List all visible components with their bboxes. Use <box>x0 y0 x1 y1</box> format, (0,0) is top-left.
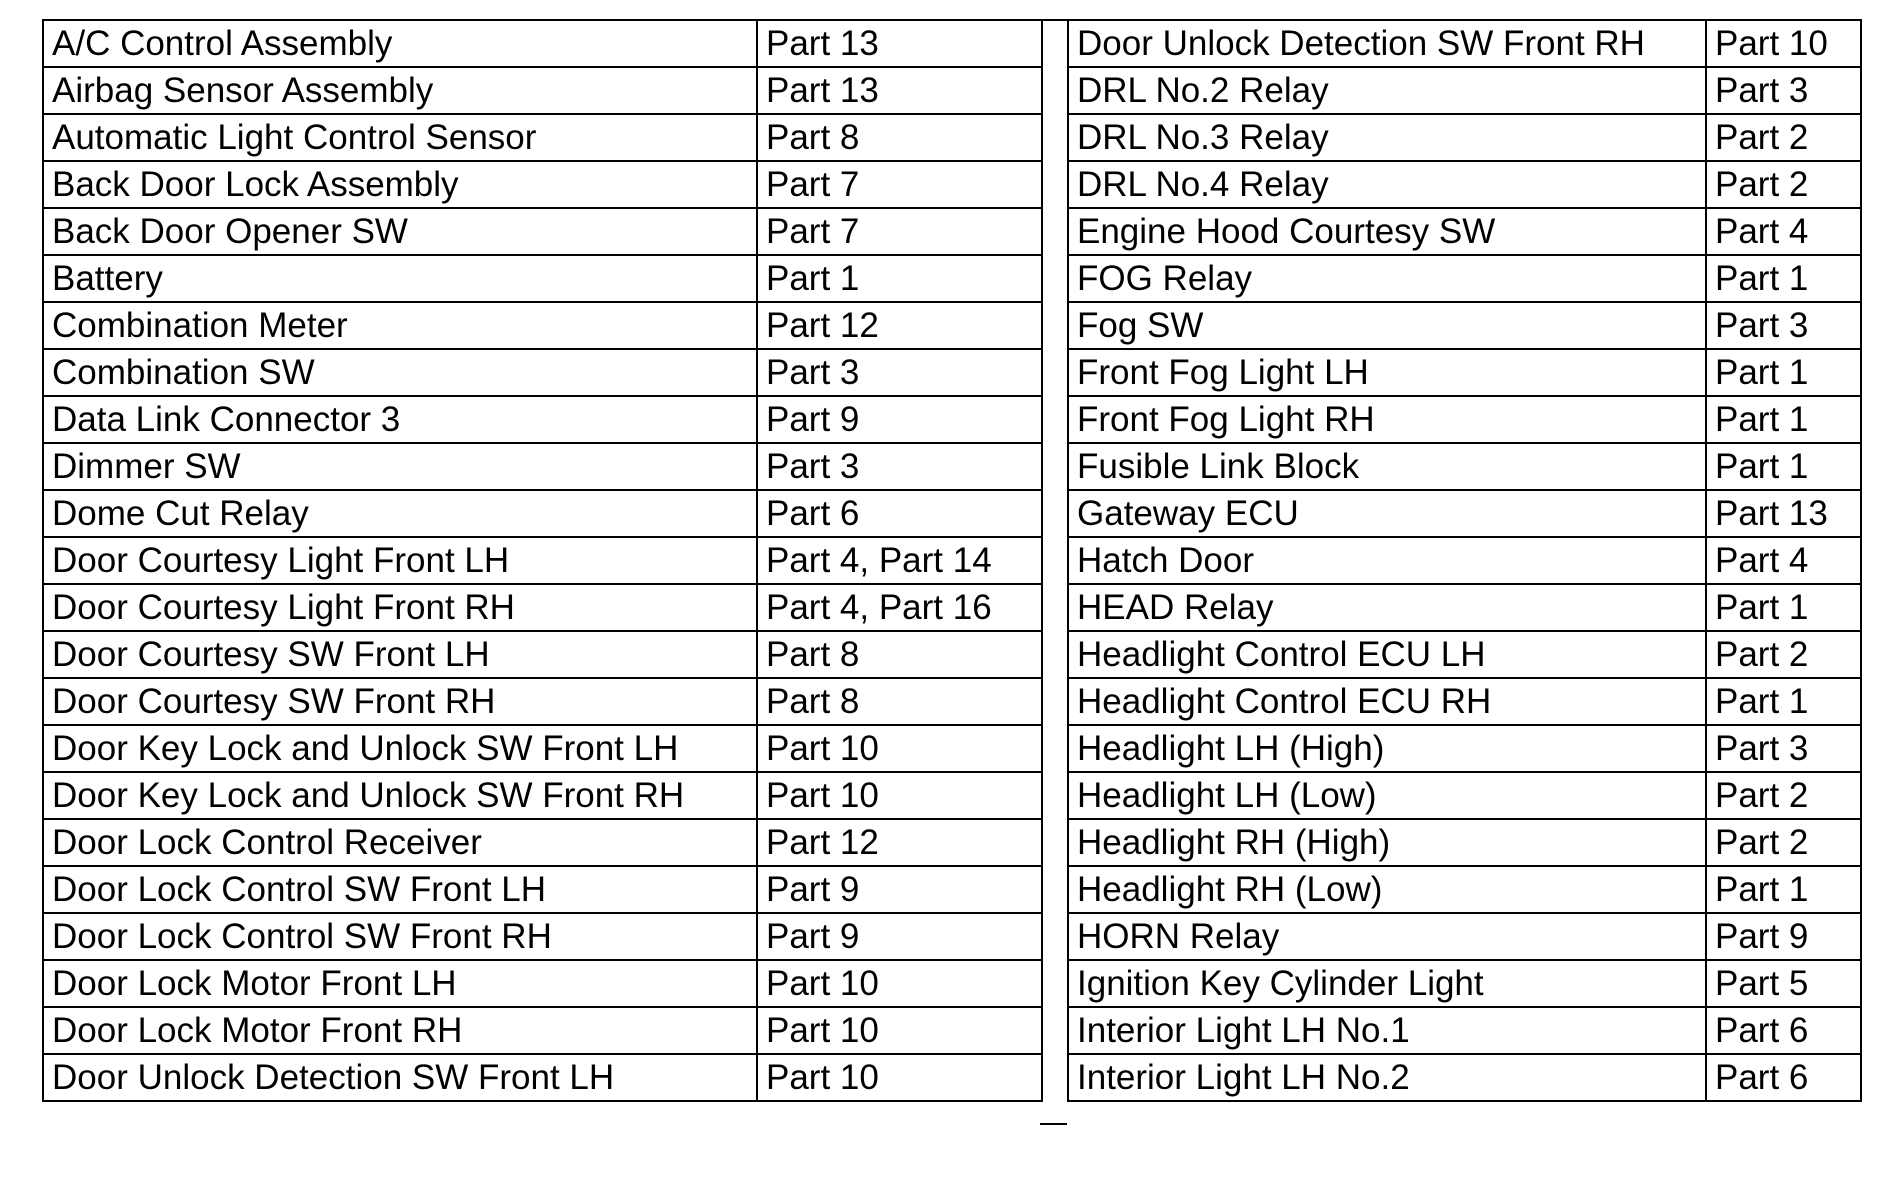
table-row <box>1068 772 1861 819</box>
part-reference: Part 10 <box>757 772 1042 819</box>
component-name: Hatch Door <box>1068 537 1706 584</box>
component-index-table-left <box>42 19 1043 1102</box>
table-row <box>43 960 1042 1007</box>
component-name: Combination SW <box>43 349 757 396</box>
part-reference: Part 3 <box>1706 725 1861 772</box>
part-reference: Part 5 <box>1706 960 1861 1007</box>
table-row <box>1068 678 1861 725</box>
part-reference: Part 13 <box>1706 490 1861 537</box>
table-row <box>43 866 1042 913</box>
table-row <box>1068 67 1861 114</box>
table-row <box>43 161 1042 208</box>
table-row <box>43 631 1042 678</box>
component-name: Door Lock Control SW Front RH <box>43 913 757 960</box>
column-gutter <box>1040 19 1067 1125</box>
table-row <box>1068 960 1861 1007</box>
part-reference: Part 8 <box>757 678 1042 725</box>
table-row <box>1068 20 1861 67</box>
component-name: Engine Hood Courtesy SW <box>1068 208 1706 255</box>
part-reference: Part 1 <box>1706 866 1861 913</box>
table-row <box>1068 584 1861 631</box>
table-row <box>1068 114 1861 161</box>
table-row <box>43 819 1042 866</box>
table-row <box>43 772 1042 819</box>
table-row <box>1068 537 1861 584</box>
component-name: DRL No.3 Relay <box>1068 114 1706 161</box>
part-reference: Part 3 <box>1706 67 1861 114</box>
part-reference: Part 1 <box>1706 443 1861 490</box>
part-reference: Part 3 <box>757 443 1042 490</box>
part-reference: Part 4, Part 14 <box>757 537 1042 584</box>
table-row <box>1068 819 1861 866</box>
component-name: Headlight Control ECU RH <box>1068 678 1706 725</box>
part-reference: Part 8 <box>757 631 1042 678</box>
table-row <box>43 67 1042 114</box>
component-name: A/C Control Assembly <box>43 20 757 67</box>
part-reference: Part 4, Part 16 <box>757 584 1042 631</box>
component-name: Door Courtesy Light Front RH <box>43 584 757 631</box>
component-name: HORN Relay <box>1068 913 1706 960</box>
part-reference: Part 4 <box>1706 537 1861 584</box>
part-reference: Part 10 <box>757 725 1042 772</box>
component-name: Door Key Lock and Unlock SW Front RH <box>43 772 757 819</box>
part-reference: Part 8 <box>757 114 1042 161</box>
component-name: FOG Relay <box>1068 255 1706 302</box>
component-name: Door Courtesy Light Front LH <box>43 537 757 584</box>
table-row <box>1068 913 1861 960</box>
part-reference: Part 6 <box>1706 1007 1861 1054</box>
table-row <box>43 537 1042 584</box>
component-index-table-right <box>1067 19 1862 1102</box>
table-row <box>43 302 1042 349</box>
table-row <box>1068 396 1861 443</box>
component-name: Front Fog Light RH <box>1068 396 1706 443</box>
part-reference: Part 9 <box>757 866 1042 913</box>
part-reference: Part 3 <box>757 349 1042 396</box>
part-reference: Part 1 <box>1706 678 1861 725</box>
table-row <box>43 913 1042 960</box>
table-row <box>43 490 1042 537</box>
part-reference: Part 1 <box>1706 349 1861 396</box>
part-reference: Part 3 <box>1706 302 1861 349</box>
component-name: Back Door Opener SW <box>43 208 757 255</box>
component-name: Airbag Sensor Assembly <box>43 67 757 114</box>
table-row <box>1068 443 1861 490</box>
part-reference: Part 2 <box>1706 161 1861 208</box>
table-row <box>43 1007 1042 1054</box>
component-name: Door Unlock Detection SW Front RH <box>1068 20 1706 67</box>
component-name: Interior Light LH No.1 <box>1068 1007 1706 1054</box>
component-name: HEAD Relay <box>1068 584 1706 631</box>
component-name: Gateway ECU <box>1068 490 1706 537</box>
component-name: Headlight RH (High) <box>1068 819 1706 866</box>
table-row <box>1068 302 1861 349</box>
component-name: Dome Cut Relay <box>43 490 757 537</box>
component-name: Headlight LH (High) <box>1068 725 1706 772</box>
component-name: Door Key Lock and Unlock SW Front LH <box>43 725 757 772</box>
table-row <box>43 349 1042 396</box>
part-reference: Part 12 <box>757 819 1042 866</box>
table-row <box>1068 208 1861 255</box>
table-row <box>1068 1054 1861 1101</box>
part-reference: Part 9 <box>1706 913 1861 960</box>
component-name: Combination Meter <box>43 302 757 349</box>
table-row <box>1068 631 1861 678</box>
component-name: Data Link Connector 3 <box>43 396 757 443</box>
component-name: Front Fog Light LH <box>1068 349 1706 396</box>
part-reference: Part 1 <box>1706 396 1861 443</box>
part-reference: Part 1 <box>1706 584 1861 631</box>
component-name: Door Lock Motor Front LH <box>43 960 757 1007</box>
table-row <box>43 678 1042 725</box>
component-name: Battery <box>43 255 757 302</box>
component-name: Door Lock Control SW Front LH <box>43 866 757 913</box>
part-reference: Part 12 <box>757 302 1042 349</box>
part-reference: Part 7 <box>757 208 1042 255</box>
table-row <box>43 1054 1042 1101</box>
table-row <box>43 20 1042 67</box>
table-row <box>43 114 1042 161</box>
part-reference: Part 6 <box>757 490 1042 537</box>
part-reference: Part 2 <box>1706 114 1861 161</box>
part-reference: Part 10 <box>757 1054 1042 1101</box>
component-name: DRL No.2 Relay <box>1068 67 1706 114</box>
component-name: Door Courtesy SW Front RH <box>43 678 757 725</box>
component-name: Door Unlock Detection SW Front LH <box>43 1054 757 1101</box>
component-name: Fusible Link Block <box>1068 443 1706 490</box>
table-row <box>1068 866 1861 913</box>
table-row <box>43 255 1042 302</box>
part-reference: Part 4 <box>1706 208 1861 255</box>
part-reference: Part 1 <box>757 255 1042 302</box>
part-reference: Part 13 <box>757 67 1042 114</box>
component-name: Headlight RH (Low) <box>1068 866 1706 913</box>
part-reference: Part 10 <box>1706 20 1861 67</box>
part-reference: Part 9 <box>757 913 1042 960</box>
table-row <box>43 725 1042 772</box>
part-reference: Part 7 <box>757 161 1042 208</box>
table-row <box>43 208 1042 255</box>
table-row <box>1068 349 1861 396</box>
part-reference: Part 10 <box>757 960 1042 1007</box>
table-row <box>1068 255 1861 302</box>
component-name: Door Lock Motor Front RH <box>43 1007 757 1054</box>
part-reference: Part 6 <box>1706 1054 1861 1101</box>
part-reference: Part 2 <box>1706 772 1861 819</box>
component-name: DRL No.4 Relay <box>1068 161 1706 208</box>
table-row <box>43 396 1042 443</box>
component-name: Headlight LH (Low) <box>1068 772 1706 819</box>
part-reference: Part 9 <box>757 396 1042 443</box>
component-name: Headlight Control ECU LH <box>1068 631 1706 678</box>
component-name: Fog SW <box>1068 302 1706 349</box>
part-reference: Part 10 <box>757 1007 1042 1054</box>
table-row <box>1068 725 1861 772</box>
component-name: Automatic Light Control Sensor <box>43 114 757 161</box>
component-name: Interior Light LH No.2 <box>1068 1054 1706 1101</box>
table-row <box>1068 1007 1861 1054</box>
table-row <box>1068 161 1861 208</box>
component-name: Door Lock Control Receiver <box>43 819 757 866</box>
part-reference: Part 2 <box>1706 631 1861 678</box>
part-reference: Part 1 <box>1706 255 1861 302</box>
part-reference: Part 2 <box>1706 819 1861 866</box>
component-name: Door Courtesy SW Front LH <box>43 631 757 678</box>
table-row <box>43 443 1042 490</box>
component-name: Back Door Lock Assembly <box>43 161 757 208</box>
table-row <box>1068 490 1861 537</box>
table-row <box>43 584 1042 631</box>
component-name: Ignition Key Cylinder Light <box>1068 960 1706 1007</box>
part-reference: Part 13 <box>757 20 1042 67</box>
component-name: Dimmer SW <box>43 443 757 490</box>
